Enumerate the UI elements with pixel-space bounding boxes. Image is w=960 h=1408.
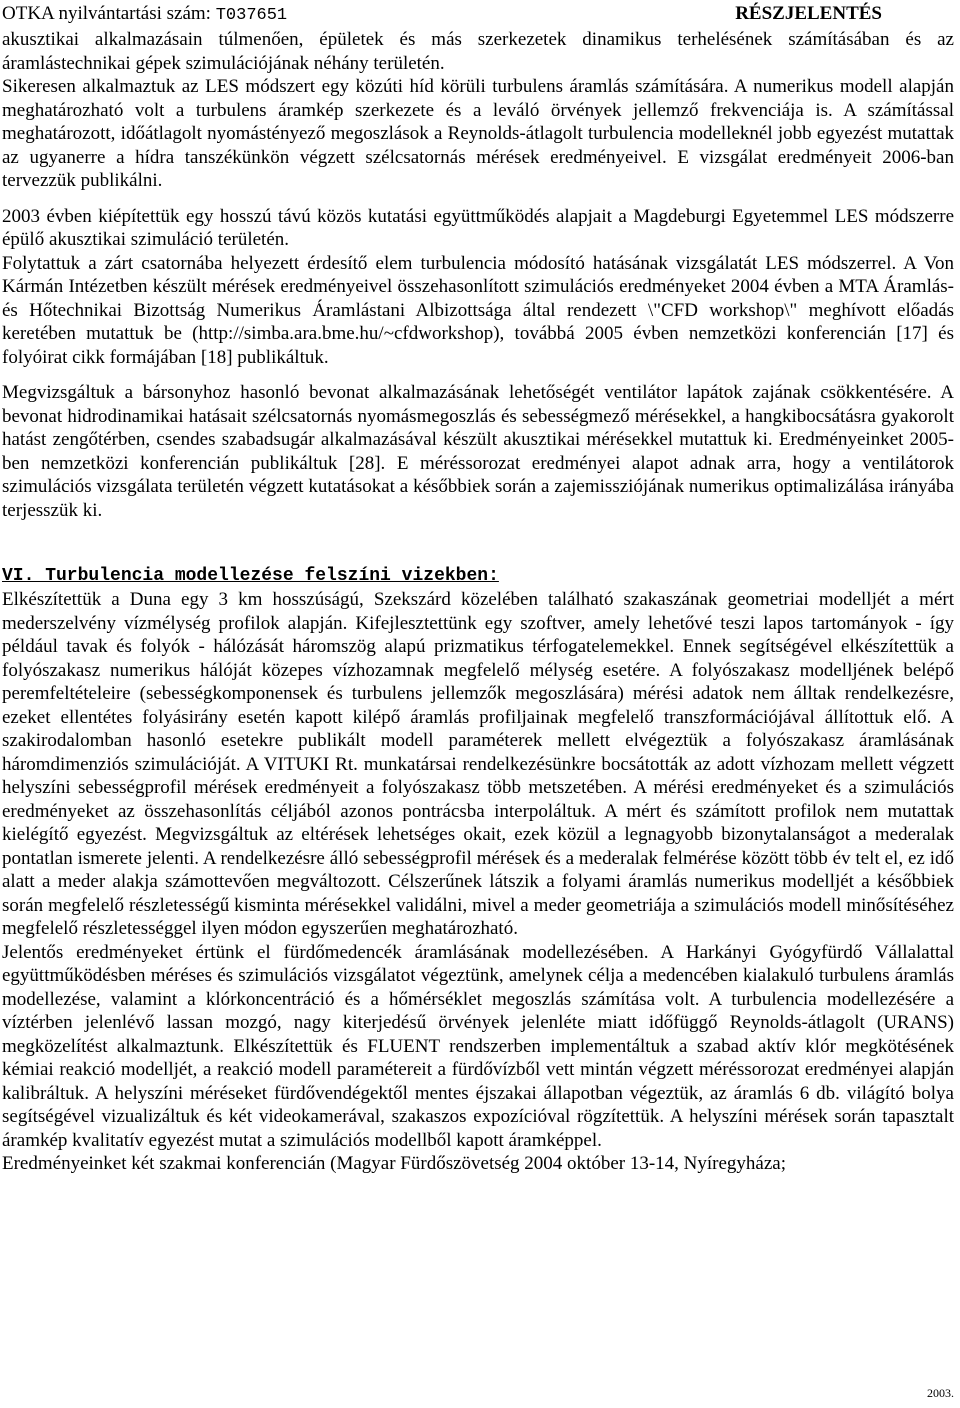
paragraph-bath-pools: Jelentős eredményeket értünk el fürdőmedencék áramlásának modellezésében. A Harkányi Gyógyfürdő Vállalattal együttműködésben méréses és szimulációs vizsgálatot végeztünk, amelynek célja a medencében kialakuló turbulens áramlás modellezése, valamint a klórkoncentráció és a hőmérséklet megoszlás számítása volt. A turbulencia modellezésére a víztérben jelenlévő lassan mozgó, nagy kiterjedésű örvények jelenléte miatt időfüggő Reynolds-átlagolt (URANS) megközelítést alkalmaztunk. Elkészítettük és FLUENT rendszerben implementáltuk a szabad aktív klór megkötésének kémiai reakció modelljét, a reakció modell paramétereit a fürdővízből vett mintán végzett méréssorozat eredményei alapján kalibráltuk. A helyszíni méréseket fürdővendégektől mentes éjszakai állapotban végeztük, az áramlás 6 db. világító bolya segítségével vizualizáltuk és két videokamerával, szakaszos expozícióval rögzítettük. A helyszíni mérések során tapasztalt áramkép kvalitatív egyezést mutat a szimulációs modellből kapott áramképpel.	[2, 941, 954, 1151]
section-title: VI. Turbulencia modellezése felszíni vizekben:	[2, 566, 499, 586]
paragraph-danube-model: Elkészítettük a Duna egy 3 km hosszúságú, Szekszárd közelében található szakaszának geometriai modelljét a mért mederszelvény vízmélység profilok alapján. Kifejlesztettünk egy szoftver, amely lehetővé teszi lapos tartományok - így például tavak és folyók - hálózását háromszög alapú prizmatikus térfogatelemekkel. Ennek segítségével elkészítettük a folyószakasz numerikus hálóját közepes vízhozamnak megfelelő mélység esetére. A folyószakasz modelljének belépő peremfeltételeire (sebességkomponensek és turbulens jellemzők megoszlására) mérési adatok nem álltak rendelkezésre, ezeket ellentétes folyásirány esetén kapott kilépő áramlás profiljainak megfelelő transzformációjával állítottuk elő. A szakirodalomban hasonló esetekre publikált modell paraméterek mellett elvégeztük a folyószakasz áramlásának háromdimenziós szimulációját. A VITUKI Rt. munkatársai rendelkezésünkre bocsátották az adott vízhozam mellett végzett helyszíni sebességprofil mérések eredményeit a folyószakasz több metszetében. A mérési eredményeket és a szimulációs eredményeket az összehasonlítás céljából azonos pontrácsba interpoláltuk. A mért és számított profilok nem mutattak kielégítő egyezést. Megvizsgáltuk az eltérések lehetséges okait, ezek közül a legnagyobb bizonytalanságot a mederalak pontatlan ismerete jelenti. A rendelkezésre álló sebességprofil mérések és a mederalak felmérése között több év telt el, ez idő alatt a meder alakja számottevően megváltozott. Célszerűnek látszik a folyami áramlás numerikus modelljét a későbbiek során megfelelő részletességű kisminta mérésekkel validálni, mivel a meder geometriája a szimulációs modell minősítéséhez megfelelő részletességgel ilyen módon egyszerűen meghatározható.	[2, 589, 954, 939]
paragraph-conferences: Eredményeinket két szakmai konferencián (Magyar Fürdőszövetség 2004 október 13-14, Nyíregyháza;	[2, 1153, 787, 1174]
paragraph-fan-coating: Megvizsgáltuk a bársonyhoz hasonló bevonat alkalmazásának lehetőségét ventilátor lapátok zajának csökkentésére. A bevonat hidrodinamikai hatásait szélcsatornás nyomásmegoszlás és sebességmező mérésekkel, a hangkibocsátásra gyakorolt hatást zengőtérben, csendes szabadsugár alkalmazásával készült akusztikai mérésekkel mutattuk ki. Eredményeinket 2005-ben nemzetközi konferencián publikáltuk [28]. E méréssorozat eredményei alapot adnak arra, hogy a ventilátorok szimulációs vizsgálata területén végzett kutatásokat a későbbiek során a zajemissziójának numerikus optimalizálása irányába terjesszük ki.	[2, 382, 954, 521]
page-header	[2, 2, 954, 26]
registration-number: T037651	[215, 6, 288, 25]
paragraph-magdeburg: 2003 évben kiépítettük egy hosszú távú közös kutatási együttműködés alapjait a Magdeburgi Egyetemmel LES módszerre épülő akusztikai szimuláció területén.	[2, 205, 954, 250]
paragraph-roughness-element: Folytattuk a zárt csatornába helyezett érdesítő elem turbulencia módosító hatásának vizsgálatát LES módszerrel. A Von Kármán Intézetben készült mérések eredményeivel összehasonlított szimulációs eredményeket 2004 évben a MTA Áramlás- és Hőtechnikai Bizottság Numerikus Áramlástani Albizottsága által rendezett \"CFD workshop\" meghívott előadás keretében mutattuk be (http://simba.ara.bme.hu/~cfdworkshop), továbbá 2005 évben nemzetközi konferencián [17] és folyóirat cikk formájában [18] publikáltuk.	[2, 252, 954, 368]
paragraph-continuation: akusztikai alkalmazásain túlmenően, épületek és más szerkezetek dinamikus terhelésének számításában és az áramlástechnikai gépek szimulációjának néhány területén.	[2, 29, 954, 74]
registration-label: OTKA nyilvántartási szám:	[2, 3, 216, 24]
report-body	[2, 28, 954, 1176]
report-type: RÉSZJELENTÉS	[735, 3, 882, 24]
paragraph-bridge-les: Sikeresen alkalmaztuk az LES módszert egy közúti híd körüli turbulens áramlás számítására. A numerikus modell alapján meghatározható volt a turbulens áramkép szerkezete és a leváló örvények jellemző frekvenciája is. A számítással meghatározott, időátlagolt nyomástényező megoszlások a Reynolds-átlagolt turbulencia modelleknél jobb egyezést mutattak az ugyanerre a hídra tanszékünkön végzett szélcsatornás mérések eredményeivel. E vizsgálat eredményeit 2006-ban tervezzük publikálni.	[2, 76, 954, 191]
registration-line	[2, 2, 287, 28]
page-footer-mark: 2003.	[927, 1386, 954, 1400]
